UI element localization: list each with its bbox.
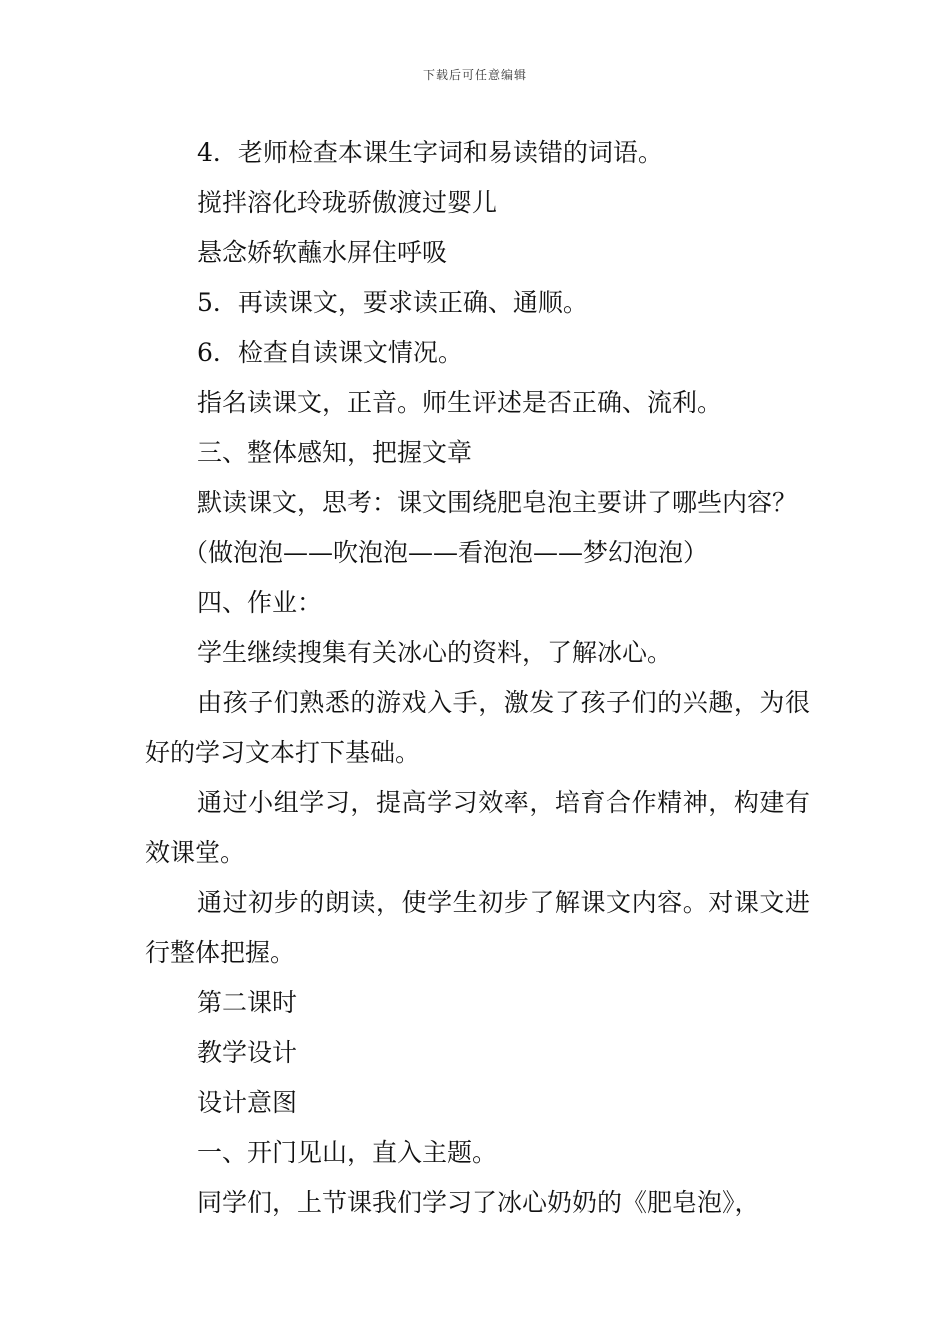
paragraph-word-list-1: 搅拌溶化玲珑骄傲渡过婴儿 <box>197 188 498 217</box>
document-body <box>145 128 810 1228</box>
paragraph-content-summary: （做泡泡——吹泡泡——看泡泡——梦幻泡泡） <box>183 538 709 567</box>
paragraph-homework: 学生继续搜集有关冰心的资料，了解冰心。 <box>197 638 673 667</box>
paragraph-intent-2: 通过小组学习，提高学习效率，培育合作精神，构建有效课堂。 <box>145 788 810 867</box>
section-heading-3: 三、整体感知，把握文章 <box>197 438 473 467</box>
column-heading-intent: 设计意图 <box>197 1088 298 1117</box>
paragraph-step-6: 6．检查自读课文情况。 <box>197 338 463 367</box>
section-heading-1: 一、开门见山，直入主题。 <box>197 1138 498 1167</box>
paragraph-intent-3: 通过初步的朗读，使学生初步了解课文内容。对课文进行整体把握。 <box>145 888 810 967</box>
lesson-heading: 第二课时 <box>197 988 298 1017</box>
paragraph-intent-1: 由孩子们熟悉的游戏入手，激发了孩子们的兴趣，为很好的学习文本打下基础。 <box>145 688 810 767</box>
paragraph-reading-check: 指名读课文，正音。师生评述是否正确、流利。 <box>197 388 723 417</box>
paragraph-opening: 同学们，上节课我们学习了冰心奶奶的《肥皂泡》， <box>197 1188 760 1217</box>
paragraph-silent-reading: 默读课文，思考：课文围绕肥皂泡主要讲了哪些内容？ <box>197 488 798 517</box>
page-header-note: 下载后可任意编辑 <box>422 68 527 82</box>
section-heading-4: 四、作业： <box>197 588 323 617</box>
column-heading-design: 教学设计 <box>197 1038 298 1067</box>
paragraph-step-4: 4．老师检查本课生字词和易读错的词语。 <box>197 138 663 167</box>
paragraph-step-5: 5．再读课文，要求读正确、通顺。 <box>197 288 588 317</box>
paragraph-word-list-2: 悬念娇软蘸水屏住呼吸 <box>197 238 448 267</box>
